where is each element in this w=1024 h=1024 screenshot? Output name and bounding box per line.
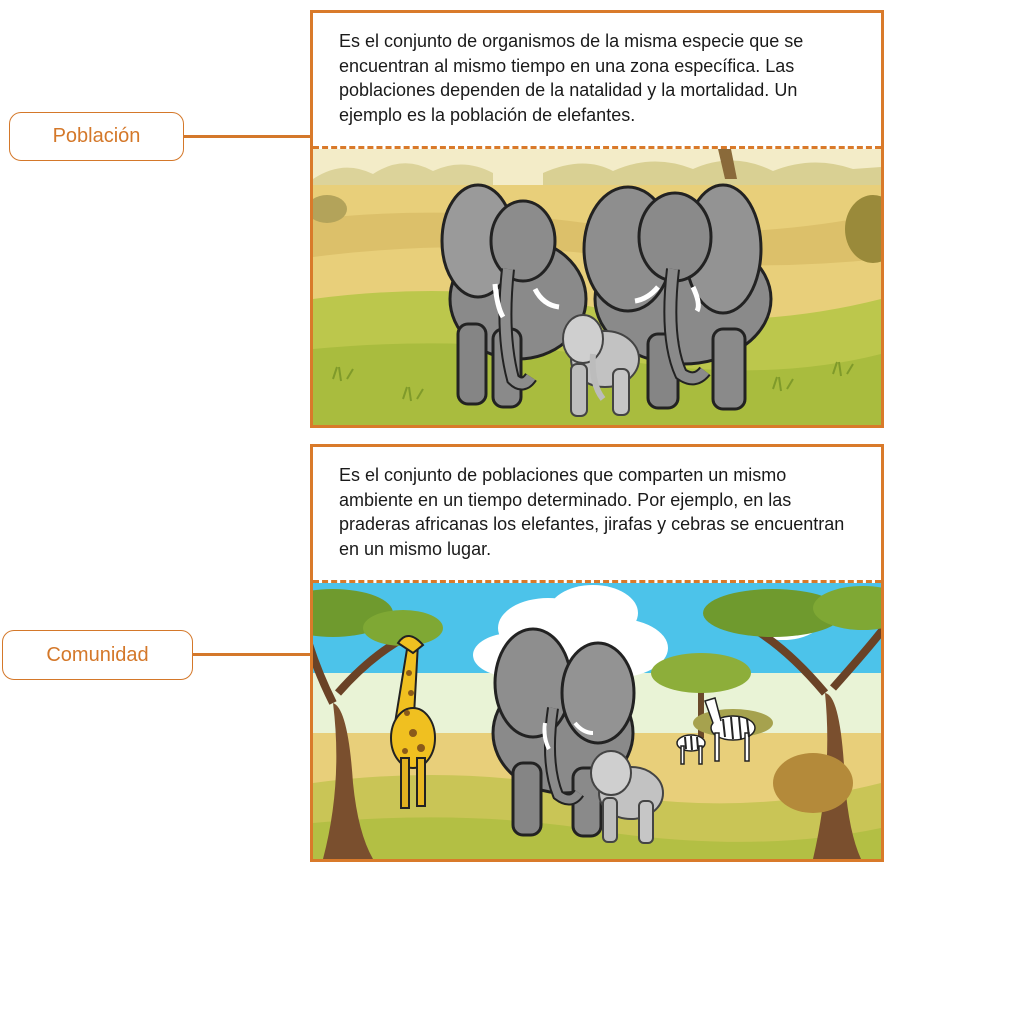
comunidad-card xyxy=(310,444,884,862)
comunidad-scene xyxy=(313,583,881,859)
poblacion-description: Es el conjunto de organismos de la misma especie que se encuentran al mismo tiempo en una zona específica. Las poblaciones dependen de la natalidad y la mortalidad. Un ejemplo es la población de elefantes. xyxy=(339,31,804,125)
comunidad-label-text: Comunidad xyxy=(46,643,149,666)
elephant-herd-illustration xyxy=(313,149,881,425)
comunidad-label xyxy=(2,630,193,680)
comunidad-description: Es el conjunto de poblaciones que comparten un mismo ambiente en un tiempo determinado. Por ejemplo, en las praderas africanas los elefantes, jirafas y cebras se encuentran en un mismo lugar. xyxy=(339,465,845,559)
poblacion-scene xyxy=(313,149,881,425)
poblacion-divider xyxy=(313,146,881,149)
poblacion-card xyxy=(310,10,884,428)
poblacion-label-text: Población xyxy=(52,125,141,147)
comunidad-divider xyxy=(313,580,881,583)
poblacion-label xyxy=(9,112,184,161)
poblacion-connector xyxy=(184,135,312,138)
comunidad-connector xyxy=(193,653,312,656)
savanna-community-illustration xyxy=(313,583,881,859)
